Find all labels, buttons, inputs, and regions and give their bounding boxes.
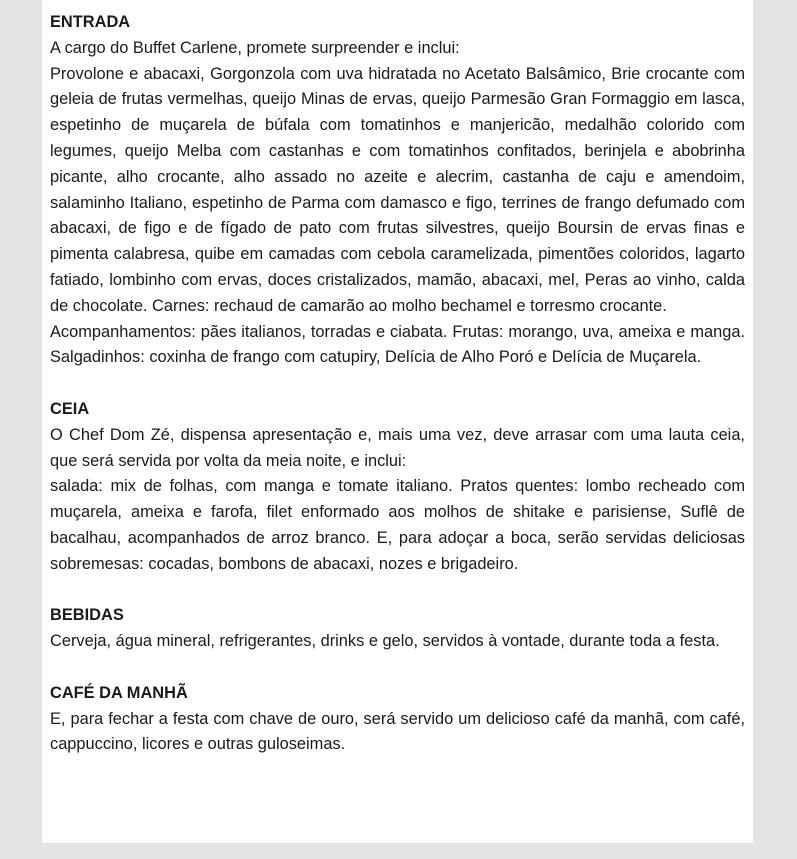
section-paragraph: A cargo do Buffet Carlene, promete surpreender e inclui:: [50, 38, 460, 57]
section-bebidas: [50, 603, 745, 655]
section-entrada: [50, 10, 745, 371]
section-heading: CEIA: [50, 399, 90, 418]
menu-content: [50, 10, 745, 758]
section-ceia: [50, 397, 745, 578]
menu-page: [42, 0, 753, 843]
section-heading: BEBIDAS: [50, 606, 124, 625]
section-paragraph: O Chef Dom Zé, dispensa apresentação e, mais uma vez, deve arrasar com uma lauta ceia, que será servida por volta da meia noite, e inclui:: [50, 425, 745, 470]
section-paragraph: Acompanhamentos: pães italianos, torradas e ciabata. Frutas: morango, uva, ameixa e manga. Salgadinhos: coxinha de frango com catupiry, Delícia de Alho Poró e Delícia de Muçarela.: [50, 322, 745, 367]
section-heading: CAFÉ DA MANHÃ: [50, 683, 188, 702]
section-paragraph: Cerveja, água mineral, refrigerantes, drinks e gelo, servidos à vontade, durante toda a festa.: [50, 632, 720, 651]
section-heading: ENTRADA: [50, 13, 131, 31]
section-paragraph: Provolone e abacaxi, Gorgonzola com uva hidratada no Acetato Balsâmico, Brie crocante com geleia de frutas vermelhas, queijo Minas de ervas, queijo Parmesão Gran Formaggio em lasca, espetinho de muçarela de búfala com tomatinhos e manjericão, medalhão colorido com legumes, queijo Melba com castanhas e com tomatinhos confitados, berinjela e abobrinha picante, alho crocante, alho assado no azeite e alecrim, castanha de caju e amendoim, salaminho Italiano, espetinho de Parma com damasco e figo, terrines de frango defumado com abacaxi, de figo e de fígado de pato com frutas silvestres, queijo Boursin de ervas finas e pimenta calabresa, quibe em camadas com cebola caramelizada, pimentões coloridos, lagarto fatiado, lombinho com ervas, doces cristalizados, mamão, abacaxi, mel, Peras ao vinho, calda de chocolate. Carnes: rechaud de camarão ao molho bechamel e torresmo crocante.: [50, 64, 745, 315]
section-paragraph: salada: mix de folhas, com manga e tomate italiano. Pratos quentes: lombo recheado com muçarela, ameixa e farofa, filet enformado aos molhos de shitake e parisiense, Suflê de bacalhau, acompanhados de arroz branco. E, para adoçar a boca, serão servidas deliciosas sobremesas: cocadas, bombons de abacaxi, nozes e brigadeiro.: [50, 477, 745, 573]
section-paragraph: E, para fechar a festa com chave de ouro, será servido um delicioso café da manhã, com café, cappuccino, licores e outras guloseimas.: [50, 709, 745, 754]
section-cafe-da-manha: [50, 681, 745, 758]
